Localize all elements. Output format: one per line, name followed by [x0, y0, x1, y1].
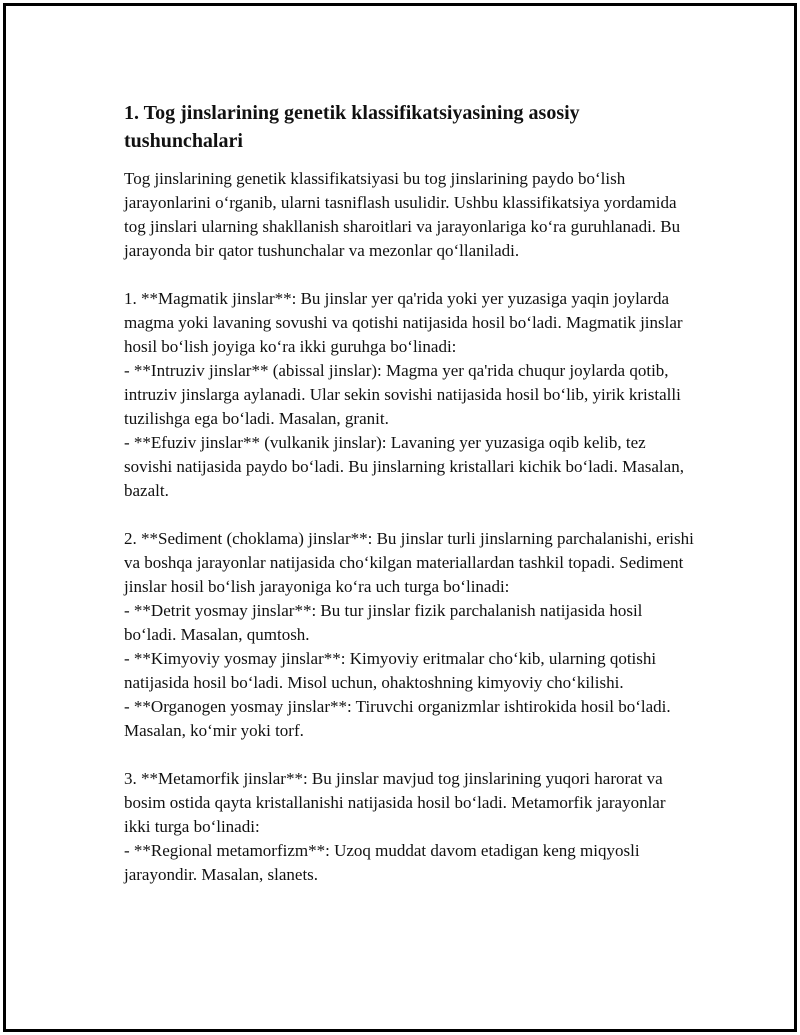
document-content — [124, 99, 694, 887]
document-title: 1. Tog jinslarining genetik klassifikatsiyasining asosiy tushunchalari — [124, 102, 580, 152]
page-frame — [3, 3, 797, 1032]
document-body: Tog jinslarining genetik klassifikatsiyasi bu tog jinslarining paydo bo‘lish jarayonlarini o‘rganib, ularni tasniflash usulidir. Ushbu klassifikatsiya yordamida tog jinslari ularning shakllanish sharoitlari va jarayonlariga ko‘ra guruhlanadi. Bu jarayonda bir qator tushunchalar va mezonlar qo‘llaniladi. 1. **Magmatik jinslar**: Bu jinslar yer qa'rida yoki yer yuzasiga yaqin joylarda magma yoki lavaning sovushi va qotishi natijasida hosil bo‘ladi. Magmatik jinslar hosil bo‘lish joyiga ko‘ra ikki guruhga bo‘linadi: - **Intruziv jinslar** (abissal jinslar): Magma yer qa'rida chuqur joylarda qotib, intruziv jinslarga aylanadi. Ular sekin sovishi natijasida hosil bo‘lib, yirik kristalli tuzilishga ega bo‘ladi. Masalan, granit. - **Efuziv jinslar** (vulkanik jinslar): Lavaning yer yuzasiga oqib kelib, tez sovishi natijasida paydo bo‘ladi. Bu jinslarning kristallari kichik bo‘ladi. Masalan, bazalt. 2. **Sediment (choklama) jinslar**: Bu jinslar turli jinslarning parchalanishi, erishi va boshqa jarayonlar natijasida cho‘kilgan materiallardan tashkil topadi. Sediment jinslar hosil bo‘lish jarayoniga ko‘ra uch turga bo‘linadi: - **Detrit yosmay jinslar**: Bu tur jinslar fizik parchalanish natijasida hosil bo‘ladi. Masalan, qumtosh. - **Kimyoviy yosmay jinslar**: Kimyoviy eritmalar cho‘kib, ularning qotishi natijasida hosil bo‘ladi. Misol uchun, ohaktoshning kimyoviy cho‘kilishi. - **Organogen yosmay jinslar**: Tiruvchi organizmlar ishtirokida hosil bo‘ladi. Masalan, ko‘mir yoki torf. 3. **Metamorfik jinslar**: Bu jinslar mavjud tog jinslarining yuqori harorat va bosim ostida qayta kristallanishi natijasida hosil bo‘ladi. Metamorfik jarayonlar ikki turga bo‘linadi: - **Regional metamorfizm**: Uzoq muddat davom etadigan keng miqyosli jarayondir. Masalan, slanets. — [124, 169, 694, 884]
